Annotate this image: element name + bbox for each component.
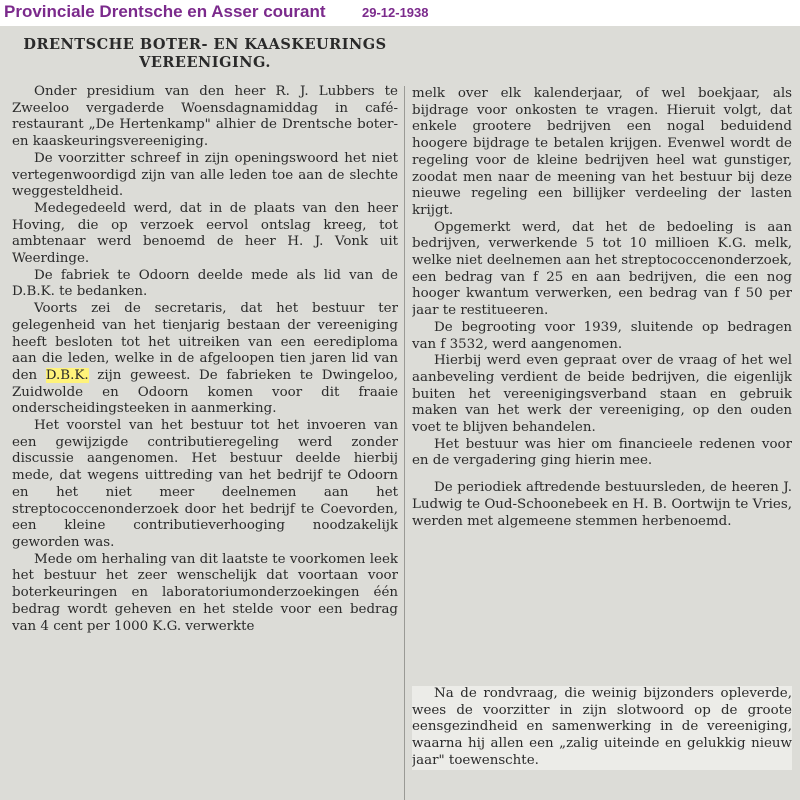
paragraph-contribution: Het voorstel van het bestuur tot het invoeren van een gewijzigde contributieregeling werd zonder discussie aangenomen. Het bestuur deelde hierbij mede, dat wegens uittreding van het bedrijf te Odoorn en het niet meer deelnemen aan het streptococcenonderzoek door het bedrijf te Coevorden, een kleine contributieverhooging noodzakelijk geworden was. xyxy=(12,418,398,550)
paragraph-odoorn: De fabriek te Odoorn deelde mede als lid van de D.B.K. te bedanken. xyxy=(12,267,398,300)
paragraph-diploma-start: Voorts zei de secretaris, dat het bestuur ter gelegenheid van het tienjarig bestaan der vereeniging heeft besloten tot het uitreiken van een eerediploma aan die leden, welke in de afgeloopen tien jaren lid van den xyxy=(12,301,398,383)
clipping-header xyxy=(0,0,800,26)
paragraph-fee-proposal: Mede om herhaling van dit laatste te voorkomen leek het bestuur het zeer wenschelijk dat voortaan voor boterkeuringen en laboratoriumonderzoekingen één bedrag wordt geheven en het stelde voor een bedrag van 4 cent per 1000 K.G. verwerkte xyxy=(12,551,398,634)
column-divider xyxy=(404,86,405,800)
publication-title: Provinciale Drentsche en Asser courant xyxy=(4,2,326,21)
paragraph-diploma-end: zijn geweest. De fabrieken te Dwingeloo, Zuidwolde en Odoorn komen voor dit fraaie onderscheidingsteeken in aanmerking. xyxy=(12,367,398,417)
closing-block xyxy=(412,686,792,770)
publication-date: 29-12-1938 xyxy=(362,5,429,20)
paragraph-opening: Onder presidium van den heer R. J. Lubbers te Zweeloo vergaderde Woensdagnamiddag in café-restaurant „De Hertenkamp" alhier de Drentsche boter- en kaaskeuringsvereeniging. xyxy=(12,84,398,150)
paragraph-closing: Na de rondvraag, die weinig bijzonders opleverde, wees de voorzitter in zijn slotwoord op de groote eensgezindheid en samenwerking in de vereeniging, waarna hij allen een „zalig uiteinde en gelukkig nieuw jaar" toewenschte. xyxy=(412,686,792,768)
left-column xyxy=(12,26,398,800)
heading-line-2: VEREENIGING. xyxy=(139,54,271,71)
highlight-dbk: D.B.K. xyxy=(45,367,89,383)
paragraph-appointment: Medegedeeld werd, dat in de plaats van den heer Hoving, die op verzoek eervol ontslag kreeg, tot ambtenaar werd benoemd de heer H. J. Vonk uit Weerdinge. xyxy=(12,200,398,267)
newspaper-clipping xyxy=(0,26,800,800)
article-heading xyxy=(12,36,398,72)
paragraph-reelection: De periodiek aftredende bestuursleden, de heeren J. Ludwig te Oud-Schoonebeek en H. B. Oortwijn te Vries, werden met algemeene stemmen herbenoemd. xyxy=(412,480,792,529)
paragraph-board: Het bestuur was hier om financieele redenen voor en de vergadering ging hierin mee. xyxy=(412,436,792,469)
paragraph-fee-continued: melk over elk kalenderjaar, of wel boekjaar, als bijdrage voor onkosten te vragen. Hieruit volgt, dat enkele grootere bedrijven een nogal beduidend hoogere bijdrage te betalen krijgen. Evenwel wordt de regeling voor de kleine bedrijven heel wat gunstiger, zoodat men naar de meening van het bestuur bij deze nieuwe regeling een billijker verdeeling der lasten krijgt. xyxy=(412,86,792,218)
paragraph-discussion: Hierbij werd even gepraat over de vraag of het wel aanbeveling verdient de beide bedrijven, die eigenlijk buiten het vereenigingsverband staan en gebruik maken van het werk der vereeniging, op den ouden voet te blijven behandelen. xyxy=(412,353,792,436)
heading-line-1: DRENTSCHE BOTER- EN KAASKEURINGS xyxy=(23,36,387,53)
paragraph-diploma xyxy=(12,301,398,418)
paragraph-chairman: De voorzitter schreef in zijn openingswoord het niet vertegenwoordigd zijn van alle leden toe aan de slechte weggesteldheid. xyxy=(12,150,398,200)
paragraph-restitution: Opgemerkt werd, dat het de bedoeling is aan bedrijven, verwerkende 5 tot 10 millioen K.G. melk, welke niet deelnemen aan het streptococcenonderzoek, een bedrag van f 25 en aan bedrijven, die een nog hooger kwantum verwerken, een bedrag van f 50 per jaar te restitueeren. xyxy=(412,219,792,319)
right-column xyxy=(412,86,792,800)
paragraph-budget: De begrooting voor 1939, sluitende op bedragen van f 3532, werd aangenomen. xyxy=(412,319,792,352)
